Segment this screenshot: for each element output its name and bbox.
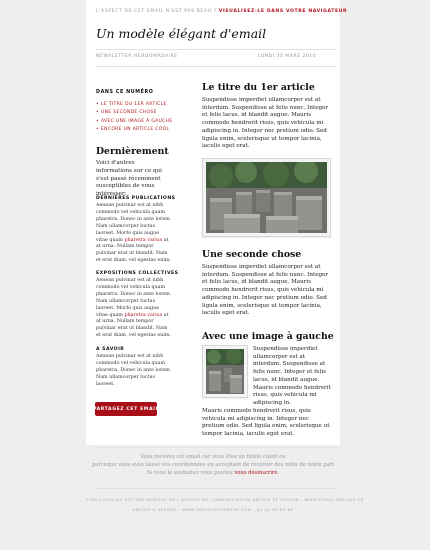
- recent-intro: Voici d'autres informations sur ce qui s'est passé récemment susceptibles de vous intéresser:: [96, 160, 162, 198]
- article-3-full-text: Mauris commodo hendrerit risus, quis vehicula mi adipiscing in. Integer nec pretium odio. Sed ligula enim, scelerisque ut tempor lacinia, iaculis eget erat.: [202, 408, 330, 438]
- toc-section: [96, 90, 172, 134]
- sidebar-block-publications: [96, 196, 176, 265]
- toc-item[interactable]: • ENCORE UN ARTICLE COOL: [96, 126, 172, 134]
- article-3: [202, 331, 332, 346]
- header-divider-bottom: [96, 66, 336, 67]
- footer-credit: FORCE-MAILING EST UNE MARQUE DE L'AGENCE DE COMMUNICATION AMISCH ET SAPHAR - WWW.FORCE-MAILING.FR: [86, 497, 364, 502]
- recent-heading: Dernièrement: [96, 146, 169, 157]
- footer-divider: [96, 447, 336, 448]
- footer-divider-2: [96, 488, 336, 489]
- preheader-text: L'ASPECT DE CET EMAIL N'EST PAS BEAU ?: [96, 9, 219, 14]
- memorial-image: [206, 162, 327, 233]
- footer-line-2: parceque vous avez laissé vos coordonnées en acceptant de recevoir des infos de notre part: [91, 462, 335, 468]
- article-body: Suspendisse imperdiet ullamcorper est at interdum. Suspendisse at felis nunc. Integer et felis lacus, id blandit augue. Mauris commodo hendrerit risus, quis vehicula mi adipiscing in. Integer nec pretium odio. Sed ligula enim, scelerisque ut tempor lacinia, iaculis eget erat.: [202, 97, 329, 150]
- article-2: [202, 249, 332, 318]
- footer-line-1: Vous recevez cet email car vous êtes un fidèle client ou: [140, 454, 286, 460]
- footer-address: AMISCH & SAPHAR - WWW.AMISCHETSAPHAR.COM - 01 42 05 83 65: [132, 507, 294, 512]
- footer-line-3: Si vous le souhaitez vous pouvez vous désinscrire.: [146, 470, 280, 476]
- article-title: Le titre du 1er article: [202, 82, 315, 93]
- toc-item[interactable]: • LE TITRE DU 1ER ARTICLE: [96, 101, 172, 109]
- pharetra-link[interactable]: pharetra varius: [124, 237, 163, 243]
- sidebar-block-expositions: [96, 271, 179, 340]
- share-email-button[interactable]: PARTAGEZ CET EMAIL: [95, 402, 157, 416]
- toc-list: [96, 101, 172, 134]
- article-title: Une seconde chose: [202, 249, 302, 260]
- article-1: [202, 82, 332, 151]
- block-heading: DERNIÈRES PUBLICATIONS: [96, 196, 176, 201]
- sidebar-block-a-savoir: [96, 347, 172, 389]
- block-heading: EXPOSITIONS COLLECTIVES: [96, 271, 179, 276]
- block-text: Aenean pulvinar est at nibh commodo vel vehicula quam pharetra. Donec in ante lorem. Nam ullamcorper luctus laoreet.: [96, 354, 172, 387]
- toc-item[interactable]: • UNE SECONDE CHOSE: [96, 109, 172, 117]
- email-title: Un modèle élégant d'email: [96, 26, 267, 41]
- article-body: Suspendisse imperdiet ullamcorper est at interdum. Suspendisse at felis nunc. Integer et felis lacus, id blandit augue. Mauris commodo hendrerit risus, quis vehicula mi adipiscing in. Integer nec pretium odio. Sed ligula enim, scelerisque ut tempor lacinia, iaculis eget erat.: [202, 264, 329, 317]
- memorial-thumb-image: [206, 349, 244, 394]
- newsletter-label: NEWSLETTER HEBDOMADAIRE: [96, 54, 178, 59]
- preheader: [96, 9, 348, 14]
- memorial-thumbnail: [202, 345, 248, 398]
- issue-date: LUNDI 30 MARS 2010: [258, 54, 317, 59]
- footer-notice: [86, 453, 340, 477]
- header-divider-top: [96, 49, 336, 50]
- view-in-browser-link[interactable]: VISUALISEZ-LE DANS VOTRE NAVIGATEUR: [218, 9, 348, 14]
- article-title: Avec une image à gauche: [202, 331, 334, 342]
- block-text: Aenean pulvinar est at nibh commodo vel vehicula quam pharetra. Donec in ante lorem. Nam ullamcorper luctus laoreet. Morbi quis augue vitae quam pharetra varius at at urna. Nullam tempor pulvinar erat ut blandit. Nam et erat diam, vel egestas enim.: [96, 203, 172, 264]
- unsubscribe-link[interactable]: vous désinscrire: [234, 470, 278, 476]
- pharetra-link[interactable]: pharetra varius: [124, 312, 163, 318]
- toc-item[interactable]: • AVEC UNE IMAGE À GAUCHE: [96, 118, 172, 126]
- block-heading: A SAVOIR: [96, 347, 125, 352]
- memorial-photo: [202, 158, 331, 237]
- block-text: Aenean pulvinar est at nibh commodo vel vehicula quam pharetra. Donec in ante lorem. Nam ullamcorper luctus laoreet. Morbi quis augue vitae quam pharetra varius at at urna. Nullam tempor pulvinar erat ut blandit. Nam et erat diam, vel egestas enim.: [96, 278, 172, 339]
- article-3-side-text: Suspendisse imperdiet ullamcorper est at interdum. Suspendisse at felis nunc. Integer et felis lacus, id blandit augue. Mauris commodo hendrerit risus, quis vehicula mi adipiscing in.: [253, 346, 331, 406]
- toc-heading: DANS CE NUMÉRO: [96, 90, 154, 95]
